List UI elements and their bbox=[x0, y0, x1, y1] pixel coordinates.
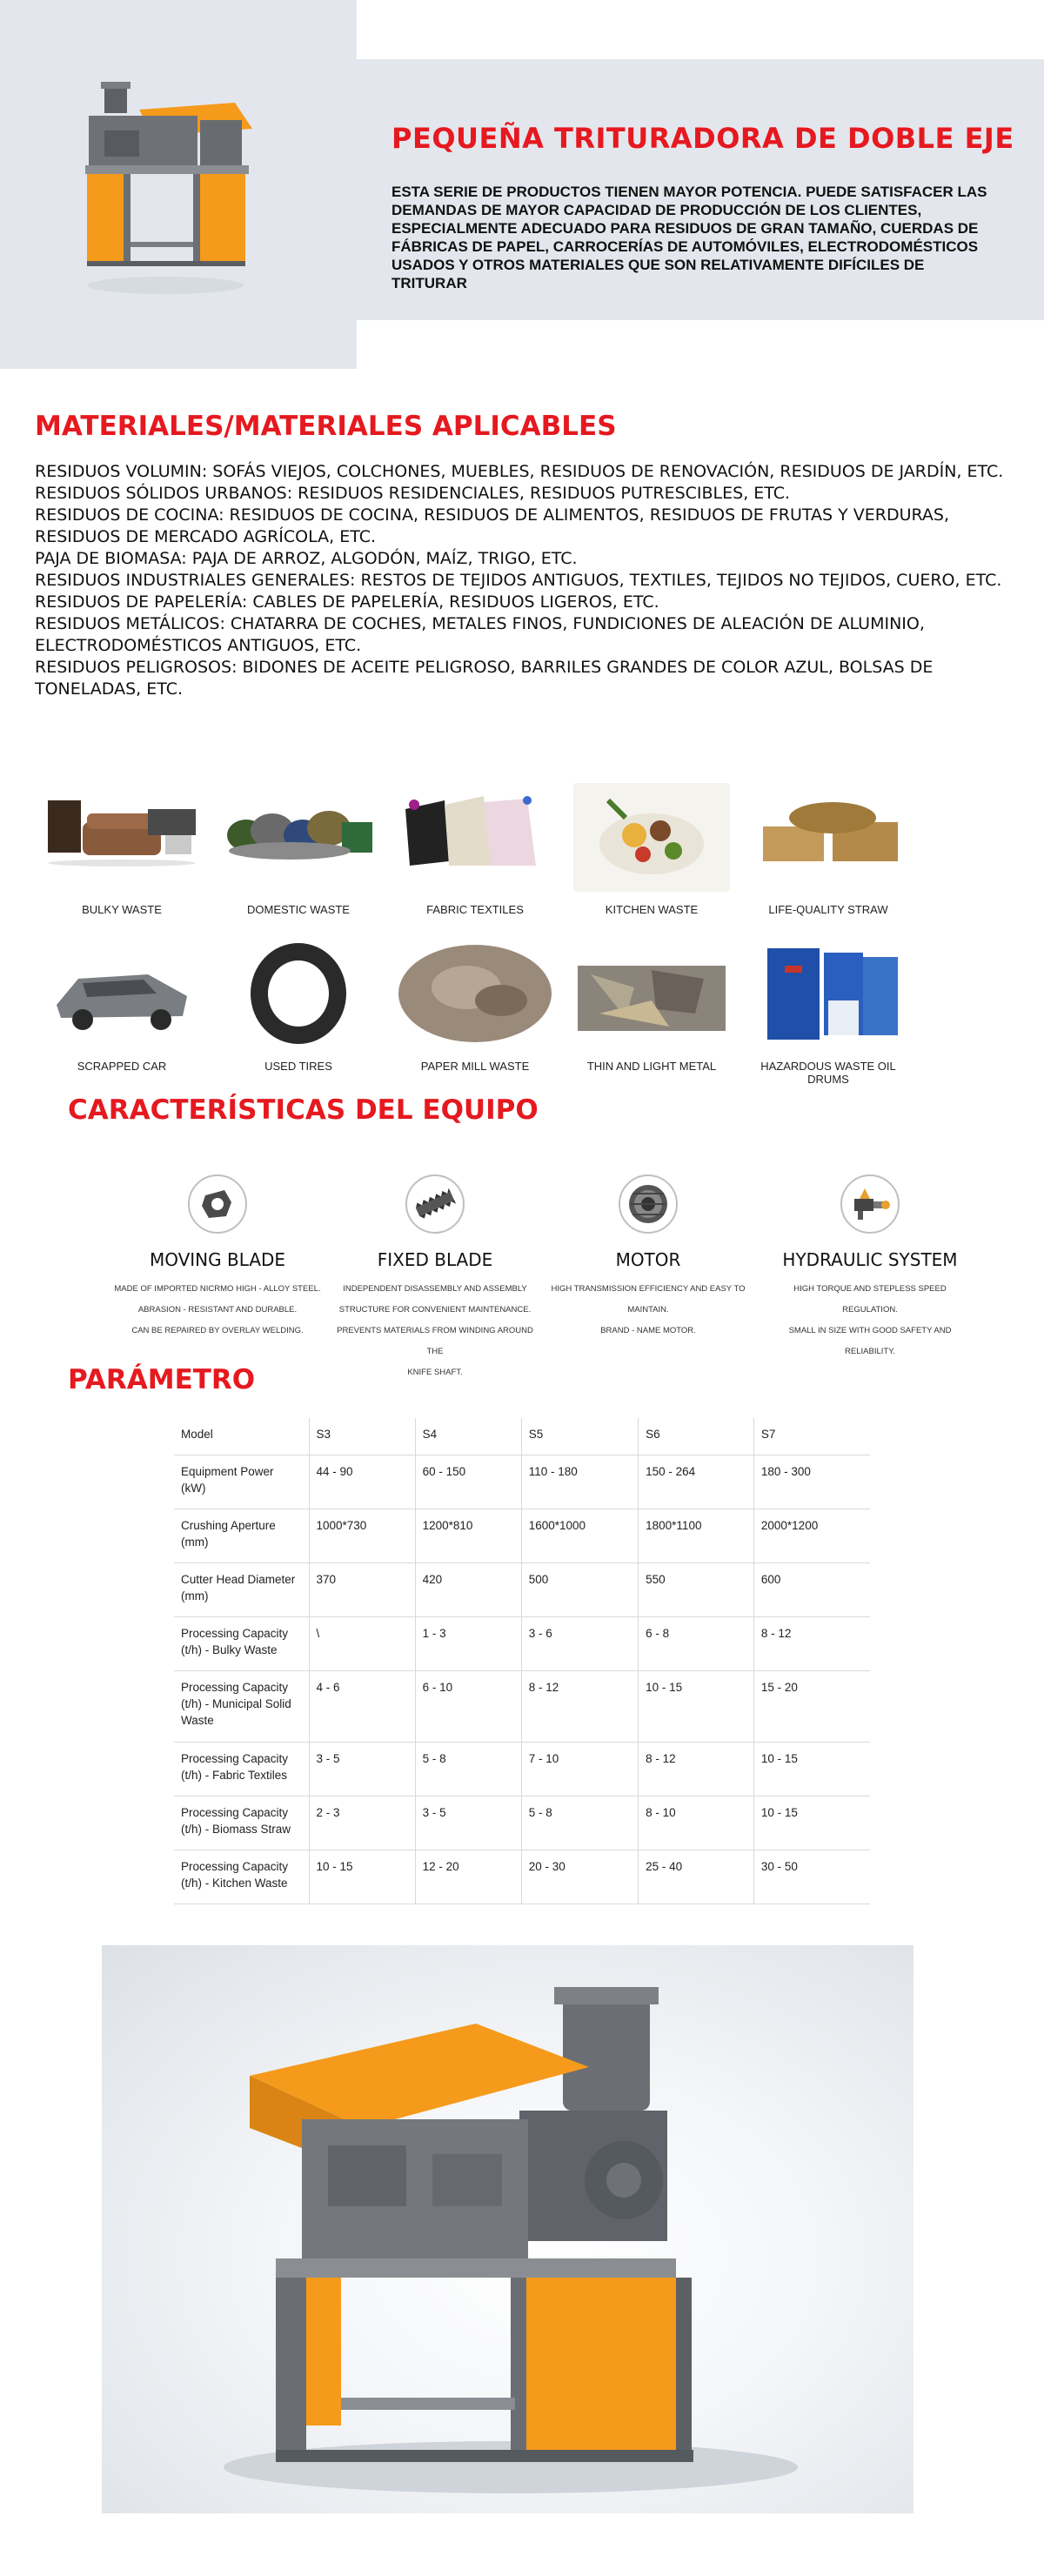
table-header-cell: Model bbox=[174, 1418, 309, 1455]
features-title: CARACTERÍSTICAS DEL EQUIPO bbox=[68, 1094, 539, 1126]
moving-blade-icon bbox=[188, 1174, 247, 1234]
hero-description: ESTA SERIE DE PRODUCTOS TIENEN MAYOR POTENCIA. PUEDE SATISFACER LAS DEMANDAS DE MAYOR CAPACIDAD DE PRODUCCIÓN DE LOS CLIENTES, ESPECIALMENTE ADECUADO PARA RESIDUOS DE GRAN TAMAÑO, CUERDAS DE FÁBRICAS DE PAPEL, CARROCERÍAS DE AUTOMÓVILES, ELECTRODOMÉSTICOS USADOS Y OTROS MATERIALES QUE SON RELATIVAMENTE DIFÍCILES DE TRITURAR bbox=[392, 184, 987, 291]
table-cell: Processing Capacity (t/h) - Fabric Textiles bbox=[174, 1742, 309, 1796]
table-cell: 3 - 5 bbox=[415, 1796, 521, 1850]
table-cell: 5 - 8 bbox=[415, 1742, 521, 1796]
feature-fixed-blade bbox=[331, 1174, 539, 1383]
product-photo bbox=[102, 1945, 914, 2513]
table-cell: 2000*1200 bbox=[753, 1509, 870, 1562]
table-cell: Crushing Aperture (mm) bbox=[174, 1509, 309, 1562]
bulky-waste-image bbox=[44, 783, 200, 892]
waste-label: FABRIC TEXTILES bbox=[426, 903, 524, 916]
waste-item-bulky bbox=[35, 783, 209, 922]
fabric-textiles-image bbox=[397, 783, 553, 892]
table-cell: 1000*730 bbox=[309, 1509, 415, 1562]
paper-mill-waste-image bbox=[397, 940, 553, 1048]
table-row bbox=[174, 1616, 870, 1670]
table-cell: 180 - 300 bbox=[753, 1455, 870, 1509]
table-cell: 12 - 20 bbox=[415, 1850, 521, 1904]
waste-label: BULKY WASTE bbox=[82, 903, 162, 916]
table-cell: 10 - 15 bbox=[753, 1742, 870, 1796]
table-cell: 1200*810 bbox=[415, 1509, 521, 1562]
table-cell: 1800*1100 bbox=[639, 1509, 754, 1562]
feature-moving-blade bbox=[113, 1174, 322, 1342]
table-cell: 10 - 15 bbox=[753, 1796, 870, 1850]
waste-item-kitchen bbox=[565, 783, 739, 922]
materials-line: RESIDUOS INDUSTRIALES GENERALES: RESTOS DE TEJIDOS ANTIGUOS, TEXTILES, TEJIDOS NO TEJIDOS, CUERO, ETC. bbox=[35, 571, 1002, 590]
table-cell: Processing Capacity (t/h) - Biomass Straw bbox=[174, 1796, 309, 1850]
feature-hydraulic-system bbox=[766, 1174, 974, 1362]
motor-icon bbox=[619, 1174, 678, 1234]
waste-label: USED TIRES bbox=[264, 1060, 332, 1073]
table-cell: 44 - 90 bbox=[309, 1455, 415, 1509]
parameters-table bbox=[174, 1418, 870, 1904]
materials-line: PAJA DE BIOMASA: PAJA DE ARROZ, ALGODÓN, MAÍZ, TRIGO, ETC. bbox=[35, 549, 578, 568]
straw-image bbox=[750, 783, 907, 892]
table-cell: 600 bbox=[753, 1562, 870, 1616]
waste-item-drums bbox=[741, 940, 915, 1086]
hero-title: PEQUEÑA TRITURADORA DE DOBLE EJE bbox=[392, 122, 1014, 155]
kitchen-waste-image bbox=[573, 783, 730, 892]
table-cell: 8 - 12 bbox=[753, 1616, 870, 1670]
table-cell: 150 - 264 bbox=[639, 1455, 754, 1509]
table-cell: 6 - 10 bbox=[415, 1670, 521, 1742]
feature-name: FIXED BLADE bbox=[377, 1249, 493, 1270]
waste-label: KITCHEN WASTE bbox=[605, 903, 699, 916]
table-cell: 500 bbox=[521, 1562, 638, 1616]
hero-image-panel bbox=[0, 0, 357, 369]
feature-description: HIGH TORQUE AND STEPLESS SPEED REGULATION. SMALL IN SIZE WITH GOOD SAFETY AND RELIABILITY. bbox=[788, 1284, 952, 1356]
table-cell: 10 - 15 bbox=[639, 1670, 754, 1742]
table-cell: 3 - 6 bbox=[521, 1616, 638, 1670]
table-cell: 1 - 3 bbox=[415, 1616, 521, 1670]
table-cell: 370 bbox=[309, 1562, 415, 1616]
table-row bbox=[174, 1562, 870, 1616]
oil-drums-image bbox=[750, 940, 907, 1048]
waste-item-tires bbox=[211, 940, 385, 1079]
feature-description: MADE OF IMPORTED NICRMO HIGH - ALLOY STEEL. ABRASION - RESISTANT AND DURABLE. CAN BE REPAIRED BY OVERLAY WELDING. bbox=[114, 1284, 321, 1335]
table-cell: 3 - 5 bbox=[309, 1742, 415, 1796]
table-cell: 550 bbox=[639, 1562, 754, 1616]
materials-line: RESIDUOS DE COCINA: RESIDUOS DE COCINA, RESIDUOS DE ALIMENTOS, RESIDUOS DE FRUTAS Y VERDURAS, RESIDUOS DE MERCADO AGRÍCOLA, ETC. bbox=[35, 505, 950, 546]
table-header-cell: S5 bbox=[521, 1418, 638, 1455]
domestic-waste-image bbox=[220, 783, 377, 892]
table-cell: 15 - 20 bbox=[753, 1670, 870, 1742]
waste-label: DOMESTIC WASTE bbox=[247, 903, 350, 916]
fixed-blade-icon bbox=[405, 1174, 465, 1234]
thin-light-metal-image bbox=[573, 940, 730, 1048]
table-cell: Processing Capacity (t/h) - Bulky Waste bbox=[174, 1616, 309, 1670]
waste-label: PAPER MILL WASTE bbox=[420, 1060, 530, 1073]
table-row bbox=[174, 1796, 870, 1850]
waste-item-metal bbox=[565, 940, 739, 1079]
table-cell: Processing Capacity (t/h) - Municipal Solid Waste bbox=[174, 1670, 309, 1742]
table-cell: 110 - 180 bbox=[521, 1455, 638, 1509]
table-cell: 7 - 10 bbox=[521, 1742, 638, 1796]
parameters-title: PARÁMETRO bbox=[68, 1364, 256, 1395]
table-row bbox=[174, 1742, 870, 1796]
table-cell: 4 - 6 bbox=[309, 1670, 415, 1742]
table-row bbox=[174, 1670, 870, 1742]
materials-title: MATERIALES/MATERIALES APLICABLES bbox=[35, 411, 617, 442]
waste-item-paper bbox=[388, 940, 562, 1079]
table-cell: Processing Capacity (t/h) - Kitchen Waste bbox=[174, 1850, 309, 1904]
waste-label: THIN AND LIGHT METAL bbox=[586, 1060, 717, 1073]
hydraulic-icon bbox=[840, 1174, 900, 1234]
waste-label: HAZARDOUS WASTE OIL DRUMS bbox=[760, 1060, 896, 1086]
feature-motor bbox=[544, 1174, 753, 1342]
table-cell: 2 - 3 bbox=[309, 1796, 415, 1850]
table-cell: 1600*1000 bbox=[521, 1509, 638, 1562]
materials-line: RESIDUOS SÓLIDOS URBANOS: RESIDUOS RESIDENCIALES, RESIDUOS PUTRESCIBLES, ETC. bbox=[35, 484, 791, 503]
table-cell: Cutter Head Diameter (mm) bbox=[174, 1562, 309, 1616]
table-row bbox=[174, 1509, 870, 1562]
waste-item-fabric bbox=[388, 783, 562, 922]
waste-item-straw bbox=[741, 783, 915, 922]
table-header-cell: S7 bbox=[753, 1418, 870, 1455]
table-header-cell: S6 bbox=[639, 1418, 754, 1455]
table-cell: 5 - 8 bbox=[521, 1796, 638, 1850]
table-header-cell: S3 bbox=[309, 1418, 415, 1455]
table-cell: 20 - 30 bbox=[521, 1850, 638, 1904]
table-cell: 6 - 8 bbox=[639, 1616, 754, 1670]
materials-line: RESIDUOS PELIGROSOS: BIDONES DE ACEITE PELIGROSO, BARRILES GRANDES DE COLOR AZUL, BOLSAS DE TONELADAS, ETC. bbox=[35, 658, 934, 699]
materials-list bbox=[35, 461, 1009, 700]
materials-line: RESIDUOS VOLUMIN: SOFÁS VIEJOS, COLCHONES, MUEBLES, RESIDUOS DE RENOVACIÓN, RESIDUOS DE JARDÍN, ETC. bbox=[35, 462, 1004, 481]
shredder-machine-image bbox=[70, 68, 270, 311]
table-cell: 8 - 12 bbox=[639, 1742, 754, 1796]
waste-item-car bbox=[35, 940, 209, 1079]
waste-item-domestic bbox=[211, 783, 385, 922]
waste-label: LIFE-QUALITY STRAW bbox=[768, 903, 888, 916]
feature-name: HYDRAULIC SYSTEM bbox=[782, 1249, 958, 1270]
scrapped-car-image bbox=[44, 940, 200, 1048]
table-cell: \ bbox=[309, 1616, 415, 1670]
table-cell: 30 - 50 bbox=[753, 1850, 870, 1904]
table-cell: 8 - 12 bbox=[521, 1670, 638, 1742]
table-header-cell: S4 bbox=[415, 1418, 521, 1455]
table-row bbox=[174, 1850, 870, 1904]
table-cell: 60 - 150 bbox=[415, 1455, 521, 1509]
used-tire-image bbox=[220, 940, 377, 1048]
table-cell: 10 - 15 bbox=[309, 1850, 415, 1904]
feature-description: INDEPENDENT DISASSEMBLY AND ASSEMBLY STRUCTURE FOR CONVENIENT MAINTENANCE. PREVENTS MATERIALS FROM WINDING AROUND THE KNIFE SHAFT. bbox=[337, 1284, 533, 1377]
table-cell: 25 - 40 bbox=[639, 1850, 754, 1904]
table-header-row bbox=[174, 1418, 870, 1455]
table-cell: 420 bbox=[415, 1562, 521, 1616]
waste-label: SCRAPPED CAR bbox=[77, 1060, 167, 1073]
table-cell: 8 - 10 bbox=[639, 1796, 754, 1850]
shredder-machine-large-image bbox=[102, 1945, 914, 2513]
materials-line: RESIDUOS DE PAPELERÍA: CABLES DE PAPELERÍA, RESIDUOS LIGEROS, ETC. bbox=[35, 592, 659, 612]
waste-type-grid bbox=[35, 783, 1027, 1086]
feature-name: MOVING BLADE bbox=[149, 1249, 286, 1270]
materials-line: RESIDUOS METÁLICOS: CHATARRA DE COCHES, METALES FINOS, FUNDICIONES DE ALEACIÓN DE ALUMINIO, ELECTRODOMÉSTICOS ANTIGUOS, ETC. bbox=[35, 614, 925, 655]
feature-name: MOTOR bbox=[615, 1249, 681, 1270]
table-row bbox=[174, 1455, 870, 1509]
feature-description: HIGH TRANSMISSION EFFICIENCY AND EASY TO MAINTAIN. BRAND - NAME MOTOR. bbox=[551, 1284, 746, 1335]
table-cell: Equipment Power (kW) bbox=[174, 1455, 309, 1509]
